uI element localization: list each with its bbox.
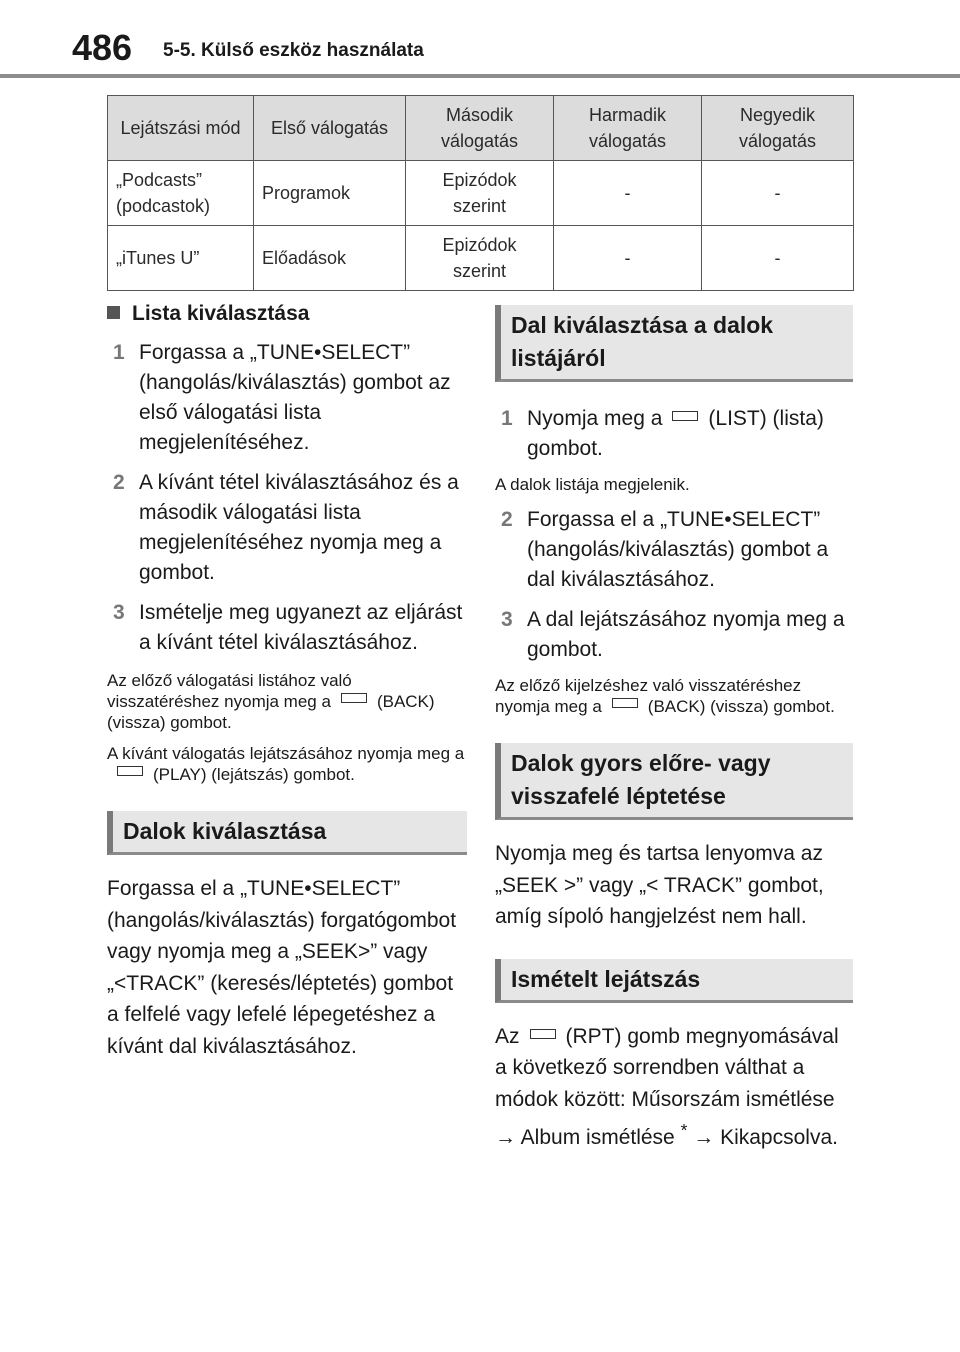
step-text: Ismételje meg ugyanezt az eljárást a kívánt tétel kiválasztásához. [139,601,463,654]
play-button-icon [117,766,143,776]
back-note: Az előző kijelzéshez való visszatéréshez nyomja meg a (BACK) (vissza) gombot. [495,676,835,716]
song-selection-heading: Dalok kiválasztása [107,811,467,855]
header-rule [0,74,960,78]
step-number: 2 [113,471,125,494]
table-cell: - [702,226,854,291]
step-number: 2 [501,508,513,531]
table-header-row [108,96,854,161]
table-header-cell: Első válogatás [254,96,406,161]
step-text: Forgassa el a „TUNE•SELECT” (hangolás/kiválasztás) gombot a dal kiválasztásához. [527,508,829,591]
table-row [108,226,854,291]
list-note: A dalok listája megjelenik. [495,475,690,494]
page-number: 486 [72,27,133,68]
step-number: 3 [113,601,125,624]
step-text: Forgassa a „TUNE•SELECT” (hangolás/kiválasztás) gombot az első válogatási lista megjelenítéséhez. [139,341,451,454]
song-list-heading: Dal kiválasztása a dalok listájáról [495,305,853,382]
play-note: A kívánt válogatás lejátszásához nyomja meg a(PLAY) (lejátszás) gombot. [107,744,465,784]
song-selection-text: Forgassa el a „TUNE•SELECT” (hangolás/kiválasztás) forgatógombot vagy nyomja meg a „SEEK>” vagy „<TRACK” (keresés/léptetés) gombot a felfelé vagy lefelé lépegetéshez a kívánt dal kiválasztásához. [107,877,457,1058]
step-text: A dal lejátszásához nyomja meg a gombot. [527,608,845,661]
square-bullet-icon [107,306,120,319]
back-note: Az előző válogatási listához való visszatéréshez nyomja meg a (BACK) (vissza) gombot. [107,671,435,732]
table-header-cell: Negyedik válogatás [702,96,854,161]
table-cell: - [554,226,702,291]
table-header-cell: Lejátszási mód [108,96,254,161]
step-number: 1 [501,407,513,430]
table-cell: Előadások [254,226,406,291]
list-button-icon [672,411,698,421]
step-3 [495,605,853,665]
step-2 [495,505,853,595]
step-number: 1 [113,341,125,364]
step-1 [107,338,467,458]
table-header-cell: Második válogatás [406,96,554,161]
page-header [0,0,960,80]
step-1: 1 Nyomja meg a (LIST) (lista) gombot. [495,404,853,464]
left-column [107,300,467,1062]
repeat-heading: Ismételt lejátszás [495,959,853,1003]
back-button-icon [612,698,638,708]
table-cell: - [554,161,702,226]
fast-seek-heading: Dalok gyors előre- vagy visszafelé léptetése [495,743,853,820]
rpt-button-icon [530,1029,556,1039]
table-cell: „Podcasts” (podcastok) [108,161,254,226]
footnote-star: * [680,1120,688,1140]
step-text: A kívánt tétel kiválasztásához és a második válogatási lista megjelenítéséhez nyomja meg a gombot. [139,471,459,584]
table-cell: - [702,161,854,226]
fast-seek-text: Nyomja meg és tartsa lenyomva az „SEEK >” vagy „< TRACK” gombot, amíg sípoló hangjelzést nem hall. [495,842,824,928]
table-cell: Programok [254,161,406,226]
table-cell: „iTunes U” [108,226,254,291]
table-row [108,161,854,226]
step-number: 3 [501,608,513,631]
list-selection-heading: Lista kiválasztása [107,300,467,328]
step-2 [107,468,467,588]
right-column [495,305,853,1154]
section-title: 5-5. Külső eszköz használata [163,40,424,61]
back-button-icon [341,693,367,703]
table-cell: Epizódok szerint [406,226,554,291]
step-3 [107,598,467,658]
table-cell: Epizódok szerint [406,161,554,226]
table-header-cell: Harmadik válogatás [554,96,702,161]
repeat-text: Az (RPT) gomb megnyomásával a következő sorrendben válthat a módok között: Műsorszám ismétlése → Album ismétlése * → Kikapcsolva. [495,1024,839,1149]
playback-mode-table [107,95,854,291]
